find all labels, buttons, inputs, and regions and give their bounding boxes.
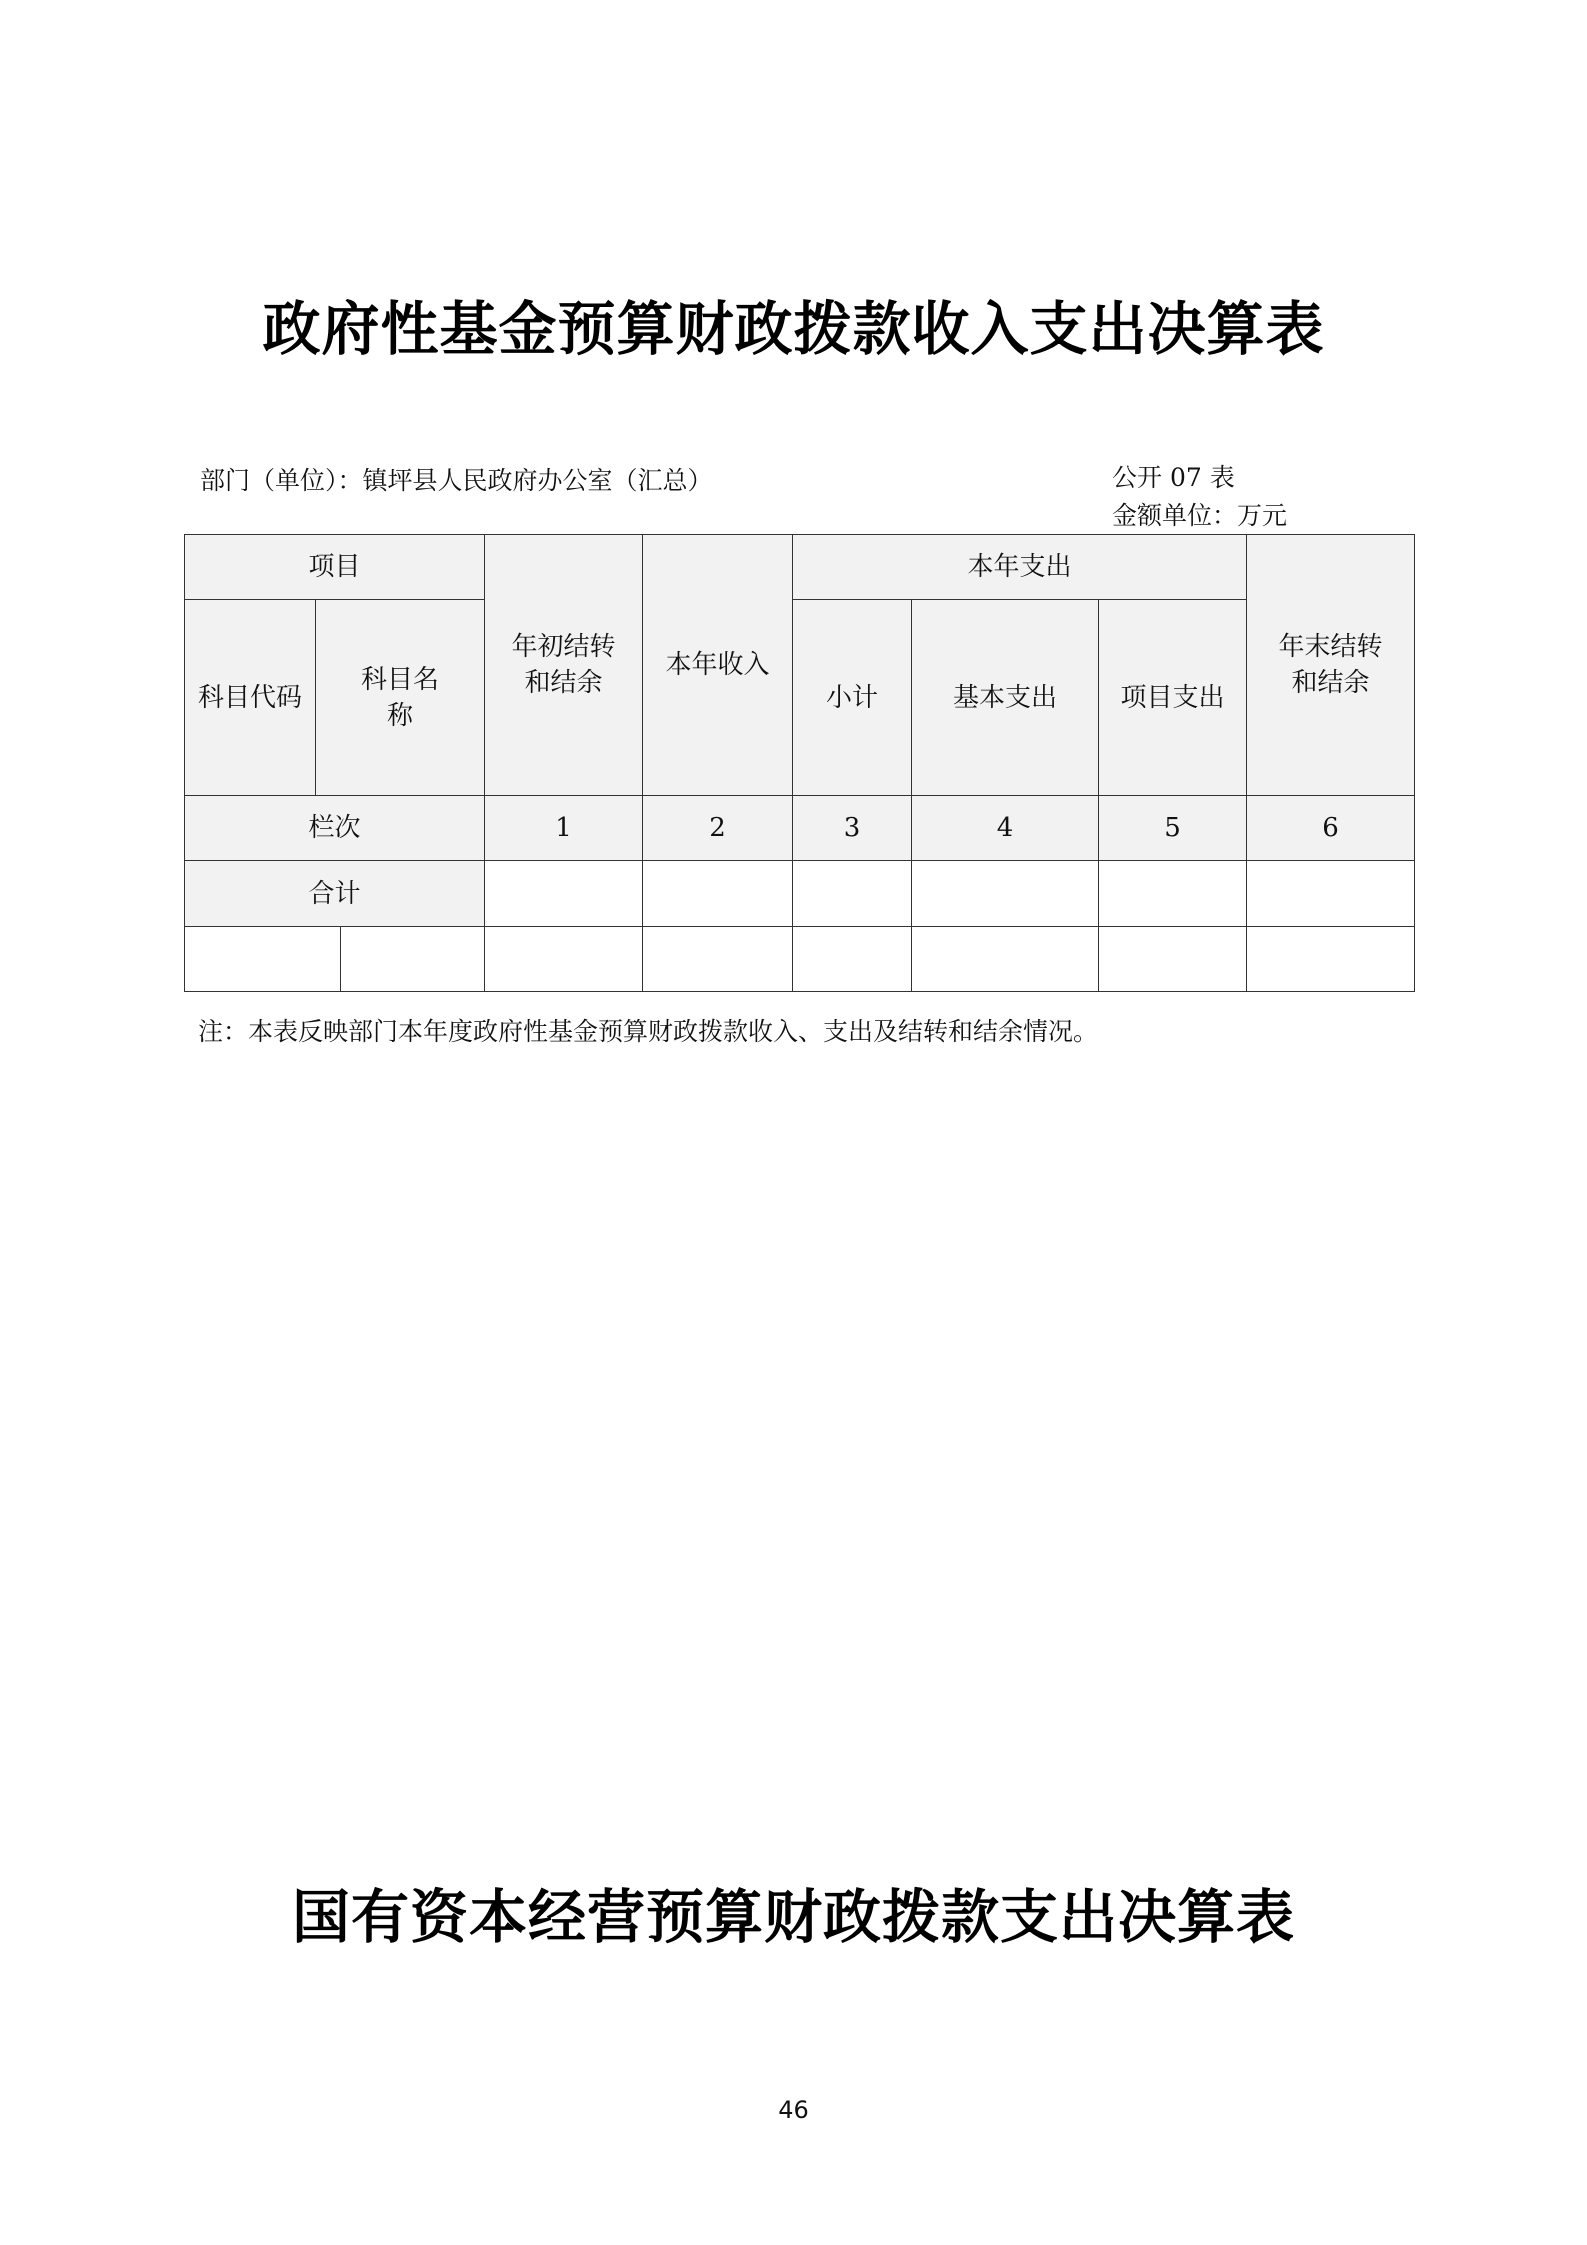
header-item: 项目 [185,535,485,600]
data-cell-name [341,927,485,992]
data-cell [485,927,643,992]
page-number: 46 [778,2096,809,2124]
header-code: 科目代码 [185,600,316,796]
department-label: 部门（单位）：镇坪县人民政府办公室（汇总） [200,466,713,495]
header-begin-balance-text: 年初结转和结余 [511,632,616,698]
header-basic-expense: 基本支出 [912,600,1099,796]
header-income: 本年收入 [643,535,793,796]
page-title: 政府性基金预算财政拨款收入支出决算表 [262,295,1325,363]
header-project-expense: 项目支出 [1099,600,1247,796]
data-cell [1099,927,1247,992]
table-note: 注：本表反映部门本年度政府性基金预算财政拨款收入、支出及结转和结余情况。 [198,1017,1099,1046]
budget-table [184,534,1415,992]
form-number: 公开 07 表 [1112,463,1235,492]
data-cell [1247,927,1415,992]
column-number: 3 [793,796,912,861]
data-cell [793,927,912,992]
total-label: 合计 [185,861,485,927]
header-end-balance [1247,535,1415,796]
total-cell [485,861,643,927]
total-cell [1247,861,1415,927]
total-cell [793,861,912,927]
header-subtotal: 小计 [793,600,912,796]
header-name [316,600,485,796]
amount-unit: 金额单位：万元 [1112,501,1288,530]
total-cell [1099,861,1247,927]
column-number: 6 [1247,796,1415,861]
column-number: 1 [485,796,643,861]
column-number: 4 [912,796,1099,861]
header-expense-group: 本年支出 [793,535,1247,600]
column-number: 2 [643,796,793,861]
header-end-balance-text: 年末结转和结余 [1278,632,1383,698]
header-name-text: 科目名称 [360,664,439,731]
total-cell [643,861,793,927]
data-cell [643,927,793,992]
column-number: 5 [1099,796,1247,861]
column-index-label: 栏次 [185,796,485,861]
section-title: 国有资本经营预算财政拨款支出决算表 [291,1883,1295,1951]
data-cell-code [185,927,341,992]
total-cell [912,861,1099,927]
header-begin-balance [485,535,643,796]
data-cell [912,927,1099,992]
